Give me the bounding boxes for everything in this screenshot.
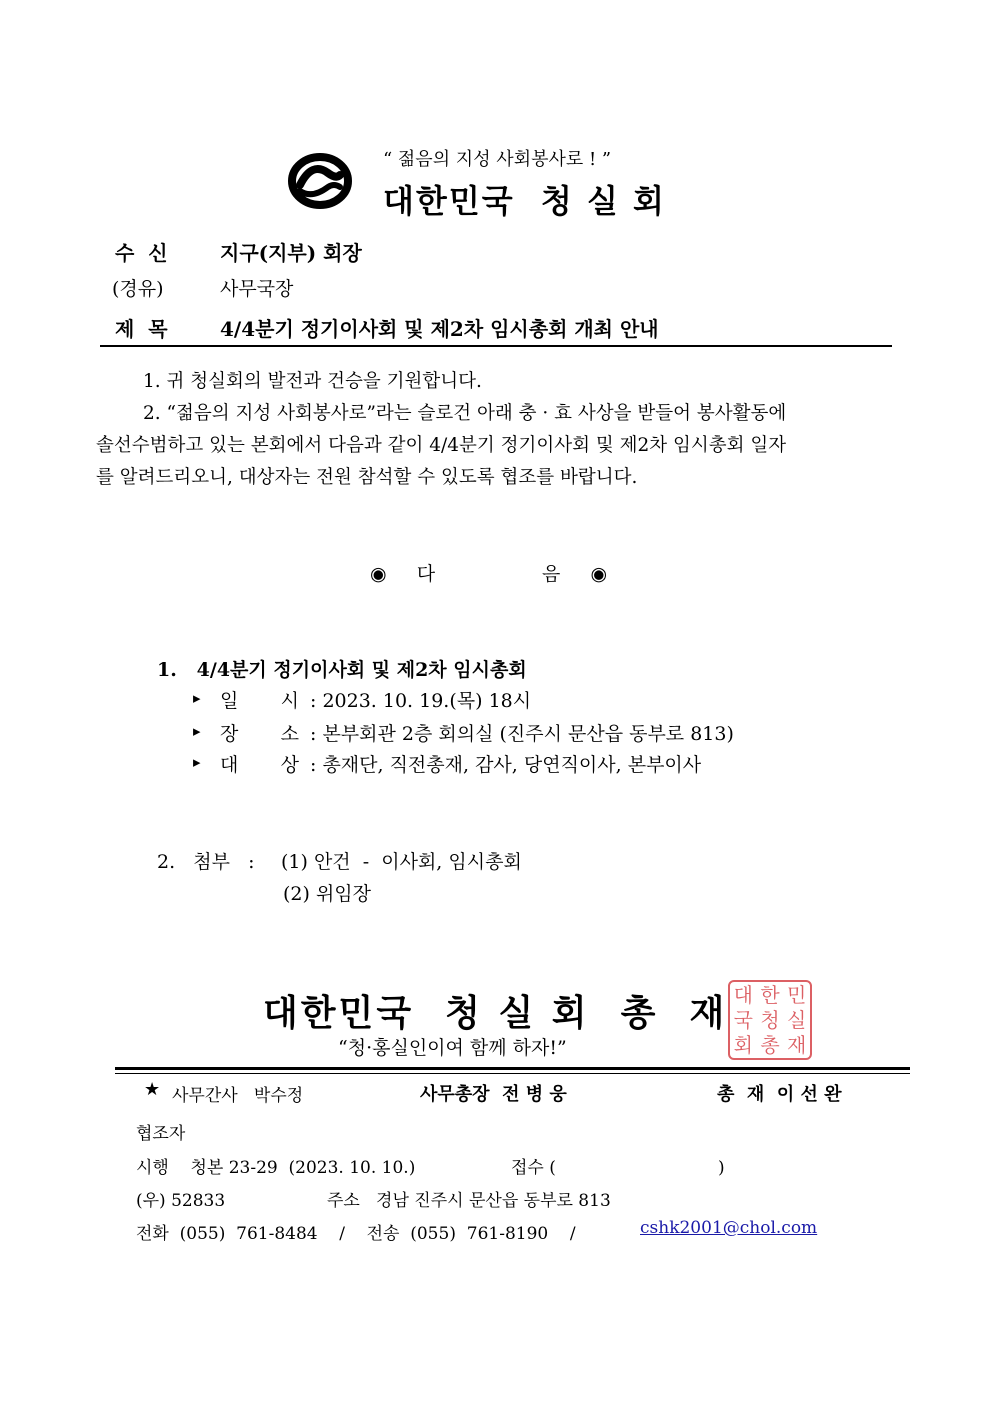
enforcement-number: 시행 청본 23-29 (2023. 10. 10.): [136, 1158, 416, 1178]
drafter: 사무간사 박수정: [172, 1086, 304, 1106]
slogan: “ 젊음의 지성 사회봉사로 ! ”: [383, 149, 612, 170]
row-label: 일 시: [220, 690, 299, 712]
seal-char: 실: [786, 1007, 807, 1032]
attachment-1: (1) 안건 - 이사회, 임시총회: [281, 851, 522, 873]
seal-char: 한: [760, 982, 780, 1007]
seal-char: 국: [733, 1007, 753, 1032]
notice-title-right: 음 ◉: [542, 563, 608, 585]
item-1-title: 1. 4/4분기 정기이사회 및 제2차 임시총회: [157, 659, 527, 681]
cooperator-label: 협조자: [136, 1124, 186, 1144]
seal-char: 총: [760, 1033, 780, 1058]
contact-numbers: 전화 (055) 761-8484 / 전송 (055) 761-8190 /: [136, 1224, 576, 1244]
recipient-label: 수 신: [115, 241, 168, 265]
attachment-2: (2) 위임장: [283, 883, 372, 905]
postal-code: (우) 52833: [136, 1191, 226, 1211]
address: 주소 경남 진주시 문산읍 동부로 813: [327, 1191, 611, 1211]
paragraph-2-line-2: 솔선수범하고 있는 본회에서 다음과 같이 4/4분기 정기이사회 및 제2차 임시총회 일자: [96, 435, 787, 456]
seal-char: 청: [760, 1007, 780, 1032]
receipt-field: 접수 ( ): [511, 1158, 725, 1178]
seal-char: 재: [786, 1033, 807, 1058]
president: 총 재 이 선 완: [717, 1084, 842, 1105]
footer-divider-thick: [115, 1067, 910, 1070]
via-label: (경유): [112, 278, 164, 300]
footer-divider-thin: [115, 1073, 910, 1074]
row-value: : 총재단, 직전총재, 감사, 당연직이사, 본부이사: [310, 754, 702, 776]
recipient-value: 지구(지부) 회장: [220, 241, 362, 265]
row-label: 대 상: [220, 754, 299, 776]
chungsil-emblem-icon: [288, 151, 352, 211]
paragraph-2-line-1: 2. “젊음의 지성 사회봉사로”라는 슬로건 아래 충 · 효 사상을 받들어 봉사활동에: [143, 403, 787, 424]
bullet-icon: ▸: [193, 689, 201, 707]
bullet-icon: ▸: [193, 722, 201, 740]
seal-char: 대: [733, 982, 753, 1007]
seal-char: 회: [733, 1033, 753, 1058]
subject-value: 4/4분기 정기이사회 및 제2차 임시총회 개최 안내: [220, 317, 659, 341]
official-seal: [728, 980, 812, 1060]
paragraph-1: 1. 귀 청실회의 발전과 건승을 기원합니다.: [143, 371, 482, 392]
motto: “청·홍실인이여 함께 하자!”: [338, 1037, 567, 1059]
secretary-general: 사무총장 전 병 웅: [420, 1084, 567, 1105]
email-link[interactable]: cshk2001@chol.com: [640, 1218, 818, 1238]
item-2-label: 2. 첨부 :: [157, 851, 255, 873]
row-value: : 2023. 10. 19.(목) 18시: [310, 690, 532, 712]
seal-char: 민: [786, 982, 807, 1007]
bullet-icon: ▸: [193, 753, 201, 771]
row-value: : 본부회관 2층 회의실 (진주시 문산읍 동부로 813): [310, 723, 734, 745]
subject-divider: [100, 345, 892, 347]
signature-org: 대한민국 청 실 회 총 재: [263, 992, 728, 1034]
via-value: 사무국장: [220, 278, 294, 300]
row-label: 장 소: [220, 723, 299, 745]
star-icon: ★: [144, 1079, 161, 1100]
org-title: 대한민국 청 실 회: [383, 182, 666, 220]
subject-label: 제 목: [115, 317, 168, 341]
notice-title-left: ◉ 다: [370, 563, 436, 585]
paragraph-2-line-3: 를 알려드리오니, 대상자는 전원 참석할 수 있도록 협조를 바랍니다.: [96, 467, 638, 488]
